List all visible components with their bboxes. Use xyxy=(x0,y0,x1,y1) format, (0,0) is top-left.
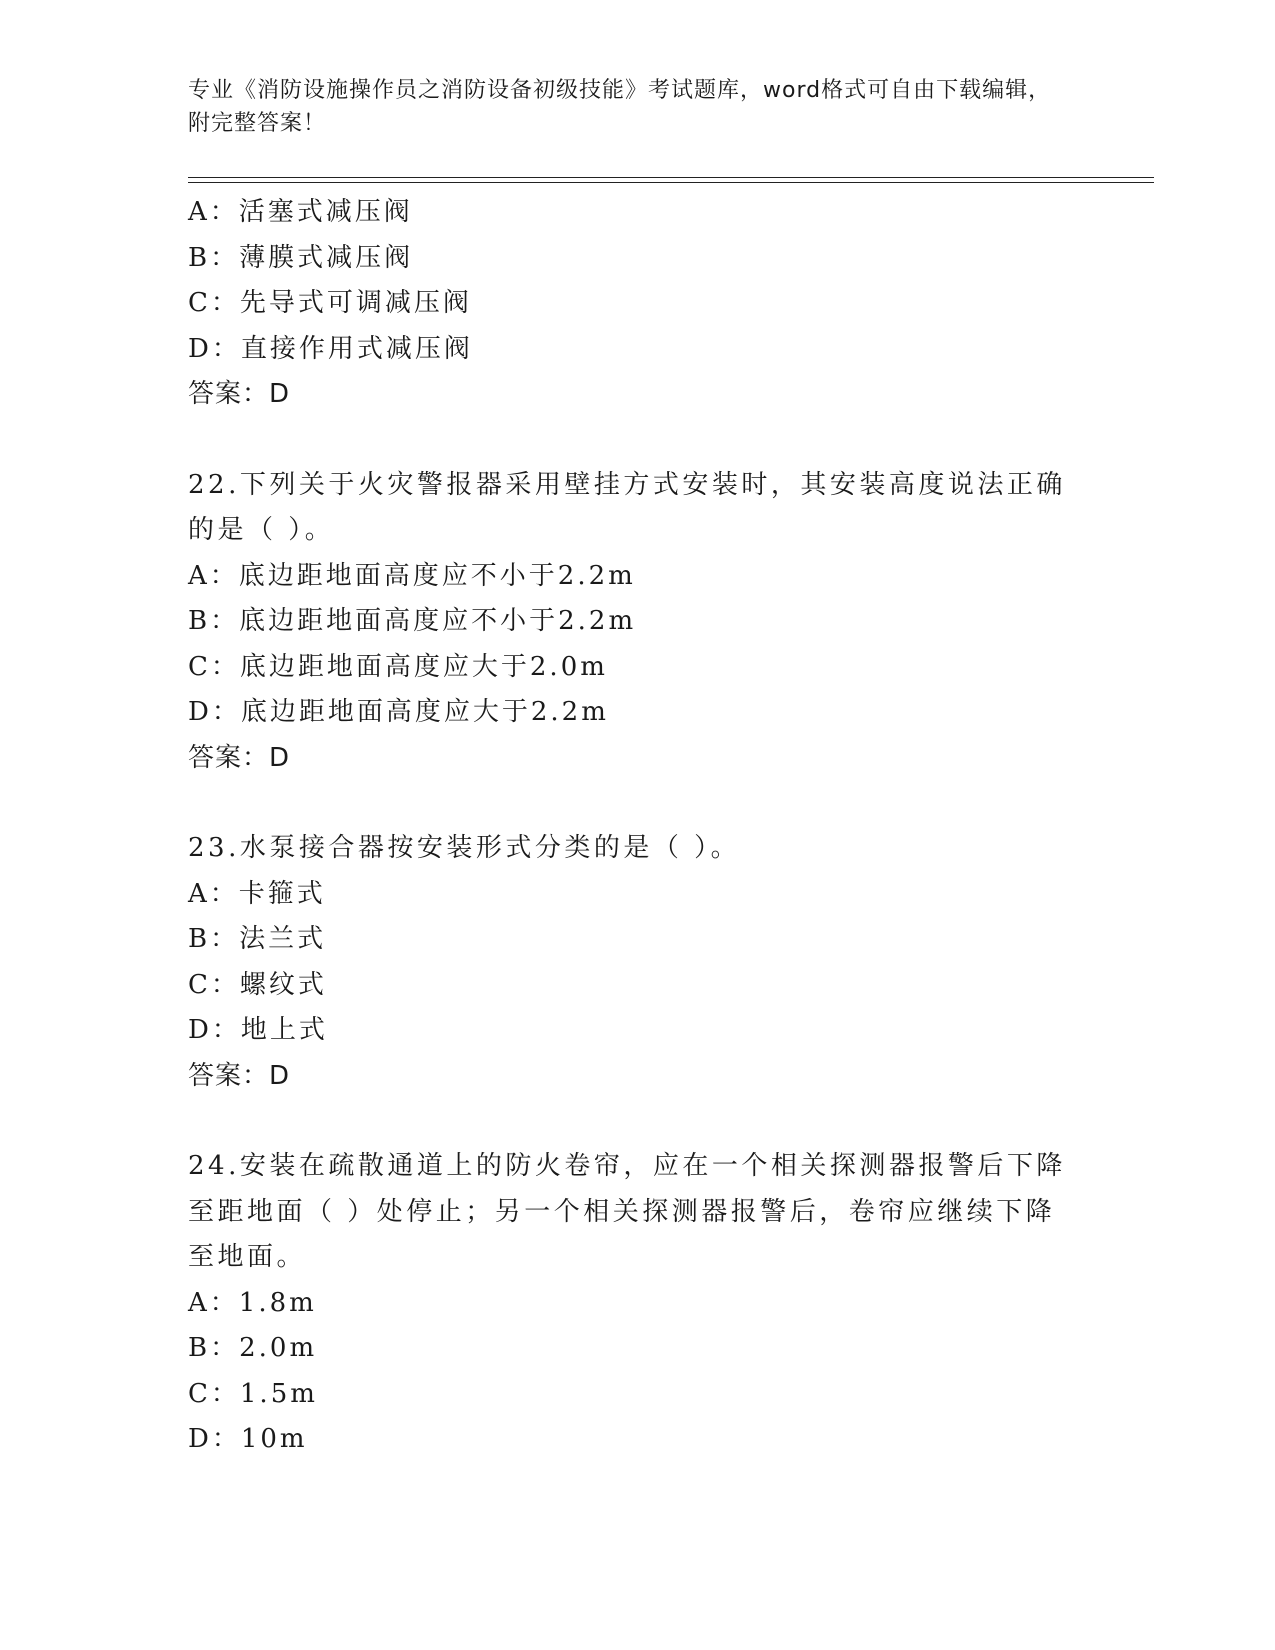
option-b: B：薄膜式减压阀 xyxy=(188,242,414,273)
document-header: 专业《消防设施操作员之消防设备初级技能》考试题库，word格式可自由下载编辑，附完整答案！ xyxy=(188,78,1052,136)
option-b: B：法兰式 xyxy=(188,924,327,954)
question-text: 22.下列关于火灾警报器采用壁挂方式安装时，其安装高度说法正确的是（ ）。 xyxy=(188,469,1066,545)
option-a: A：底边距地面高度应不小于2.2m xyxy=(188,560,636,591)
question-22 xyxy=(188,463,1088,782)
answer: 答案：D xyxy=(188,742,291,773)
option-d: D：底边距地面高度应大于2.2m xyxy=(188,697,609,727)
option-a: A：卡箍式 xyxy=(188,878,326,909)
option-d: D：地上式 xyxy=(188,1015,328,1045)
answer: 答案：D xyxy=(188,379,291,409)
option-b: B：底边距地面高度应不小于2.2m xyxy=(188,606,637,636)
question-text: 24.安装在疏散通道上的防火卷帘，应在一个相关探测器报警后下降至距地面（ ）处停止；另一个相关探测器报警后，卷帘应继续下降至地面。 xyxy=(188,1151,1066,1272)
answer: 答案：D xyxy=(188,1060,291,1091)
option-d: D：直接作用式减压阀 xyxy=(188,333,473,364)
question-text: 23.水泵接合器按安装形式分类的是（ ）。 xyxy=(188,833,741,863)
option-d: D：10m xyxy=(188,1424,308,1454)
header-divider-top xyxy=(188,177,1154,178)
question-21 xyxy=(188,190,1088,418)
question-24 xyxy=(188,1144,1088,1463)
option-c: C：螺纹式 xyxy=(188,969,327,1000)
option-c: C：底边距地面高度应大于2.0m xyxy=(188,651,608,682)
option-a: A：活塞式减压阀 xyxy=(188,197,413,227)
option-b: B：2.0m xyxy=(188,1333,318,1363)
header-divider-bottom xyxy=(188,182,1154,183)
option-a: A：1.8m xyxy=(188,1287,317,1318)
option-c: C：1.5m xyxy=(188,1378,318,1409)
question-list xyxy=(188,190,1088,1508)
question-23 xyxy=(188,826,1088,1099)
option-c: C：先导式可调减压阀 xyxy=(188,288,472,318)
